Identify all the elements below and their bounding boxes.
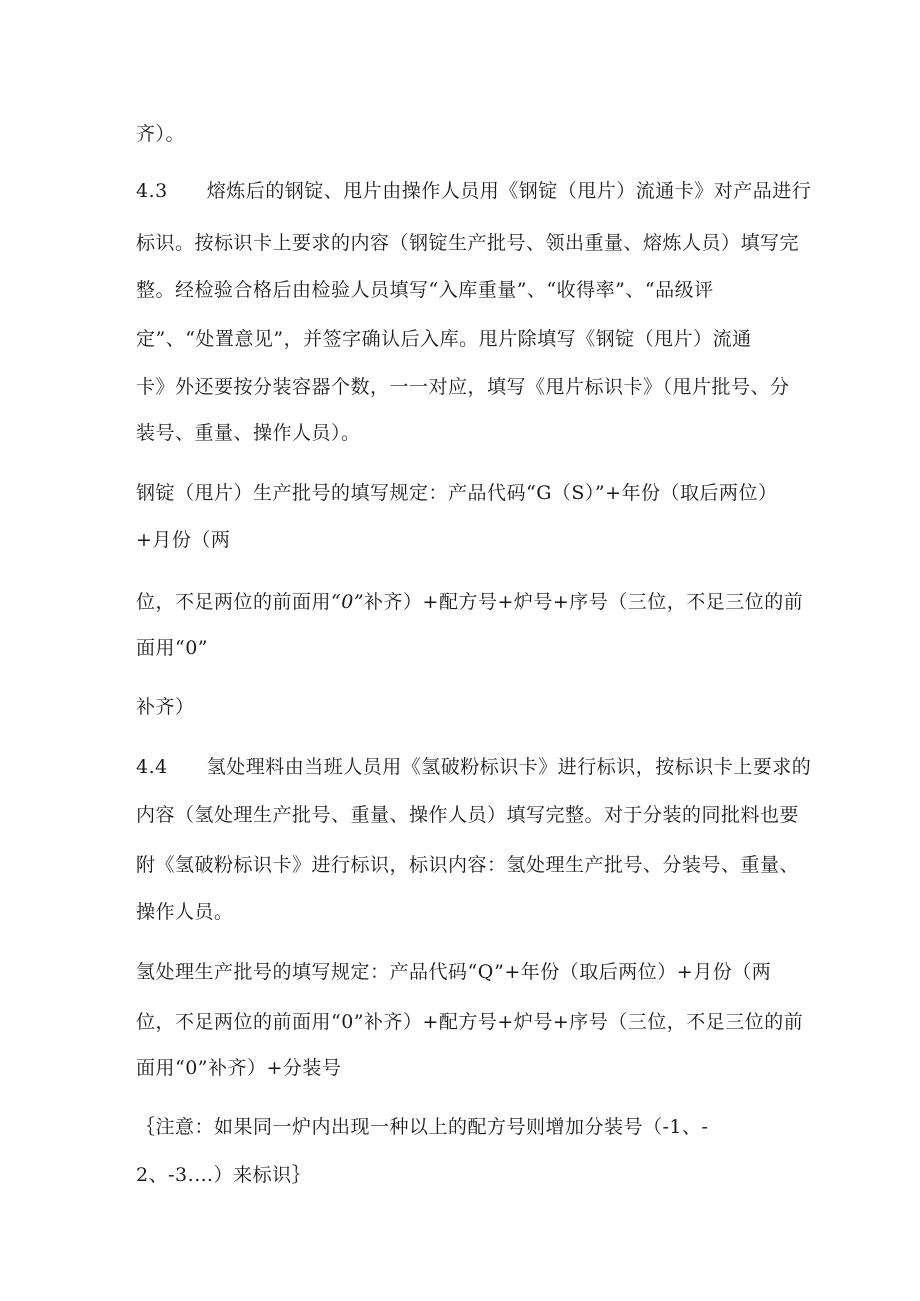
note-line: ｛注意：如果同一炉内出现一种以上的配方号则增加分装号（-1、- — [136, 1116, 709, 1138]
text-line: 面用“0”补齐）+分装号 — [136, 1057, 342, 1079]
text-line: 氢处理生产批号的填写规定：产品代码“Q”+年份（取后两位）+月份（两 — [136, 961, 772, 983]
section-4-4-heading-line: 4.4 氢处理料由当班人员用《氢破粉标识卡》进行标识，按标识卡上要求的 — [136, 756, 812, 778]
text-line: 齐）。 — [136, 123, 186, 145]
text-line: 整。经检验合格后由检验人员填写“入库重量”、“收得率”、“品级评 — [136, 279, 714, 301]
text-line — [136, 590, 803, 614]
text-line: 位，不足两位的前面用“0”补齐）+配方号+炉号+序号（三位，不足三位的前 — [136, 1011, 804, 1033]
section-4-3-heading-line: 4.3 熔炼后的钢锭、甩片由操作人员用《钢锭（甩片）流通卡》对产品进行 — [136, 180, 812, 202]
text-line: 装号、重量、操作人员）。 — [136, 422, 361, 444]
text-line: +月份（两 — [136, 529, 231, 551]
text-line: 标识。按标识卡上要求的内容（钢锭生产批号、领出重量、熔炼人员）填写完 — [136, 232, 800, 254]
text-segment: 位，不足两位的前面用 — [136, 591, 332, 613]
text-line: 面用“0” — [136, 637, 209, 659]
text-line: 附《氢破粉标识卡》进行标识，标识内容：氢处理生产批号、分装号、重量、 — [136, 854, 800, 876]
text-line: 卡》外还要按分装容器个数，一一对应，填写《甩片标识卡》（甩片批号、分 — [136, 376, 790, 398]
text-line: 内容（氢处理生产批号、重量、操作人员）填写完整。对于分装的同批料也要 — [136, 804, 800, 826]
text-line: 操作人员。 — [136, 901, 234, 923]
text-line: 定”、“处置意见”，并签字确认后入库。甩片除填写《钢锭（甩片）流通 — [136, 328, 752, 350]
italic-quote: “0” — [331, 591, 365, 613]
text-line: 钢锭（甩片）生产批号的填写规定：产品代码“G（S）”+年份（取后两位） — [136, 482, 778, 504]
text-segment: 补齐）+配方号+炉号+序号（三位，不足三位的前 — [364, 591, 804, 613]
text-line: 补齐） — [136, 696, 195, 718]
note-line: 2、-3.…）来标识｝ — [136, 1164, 312, 1186]
